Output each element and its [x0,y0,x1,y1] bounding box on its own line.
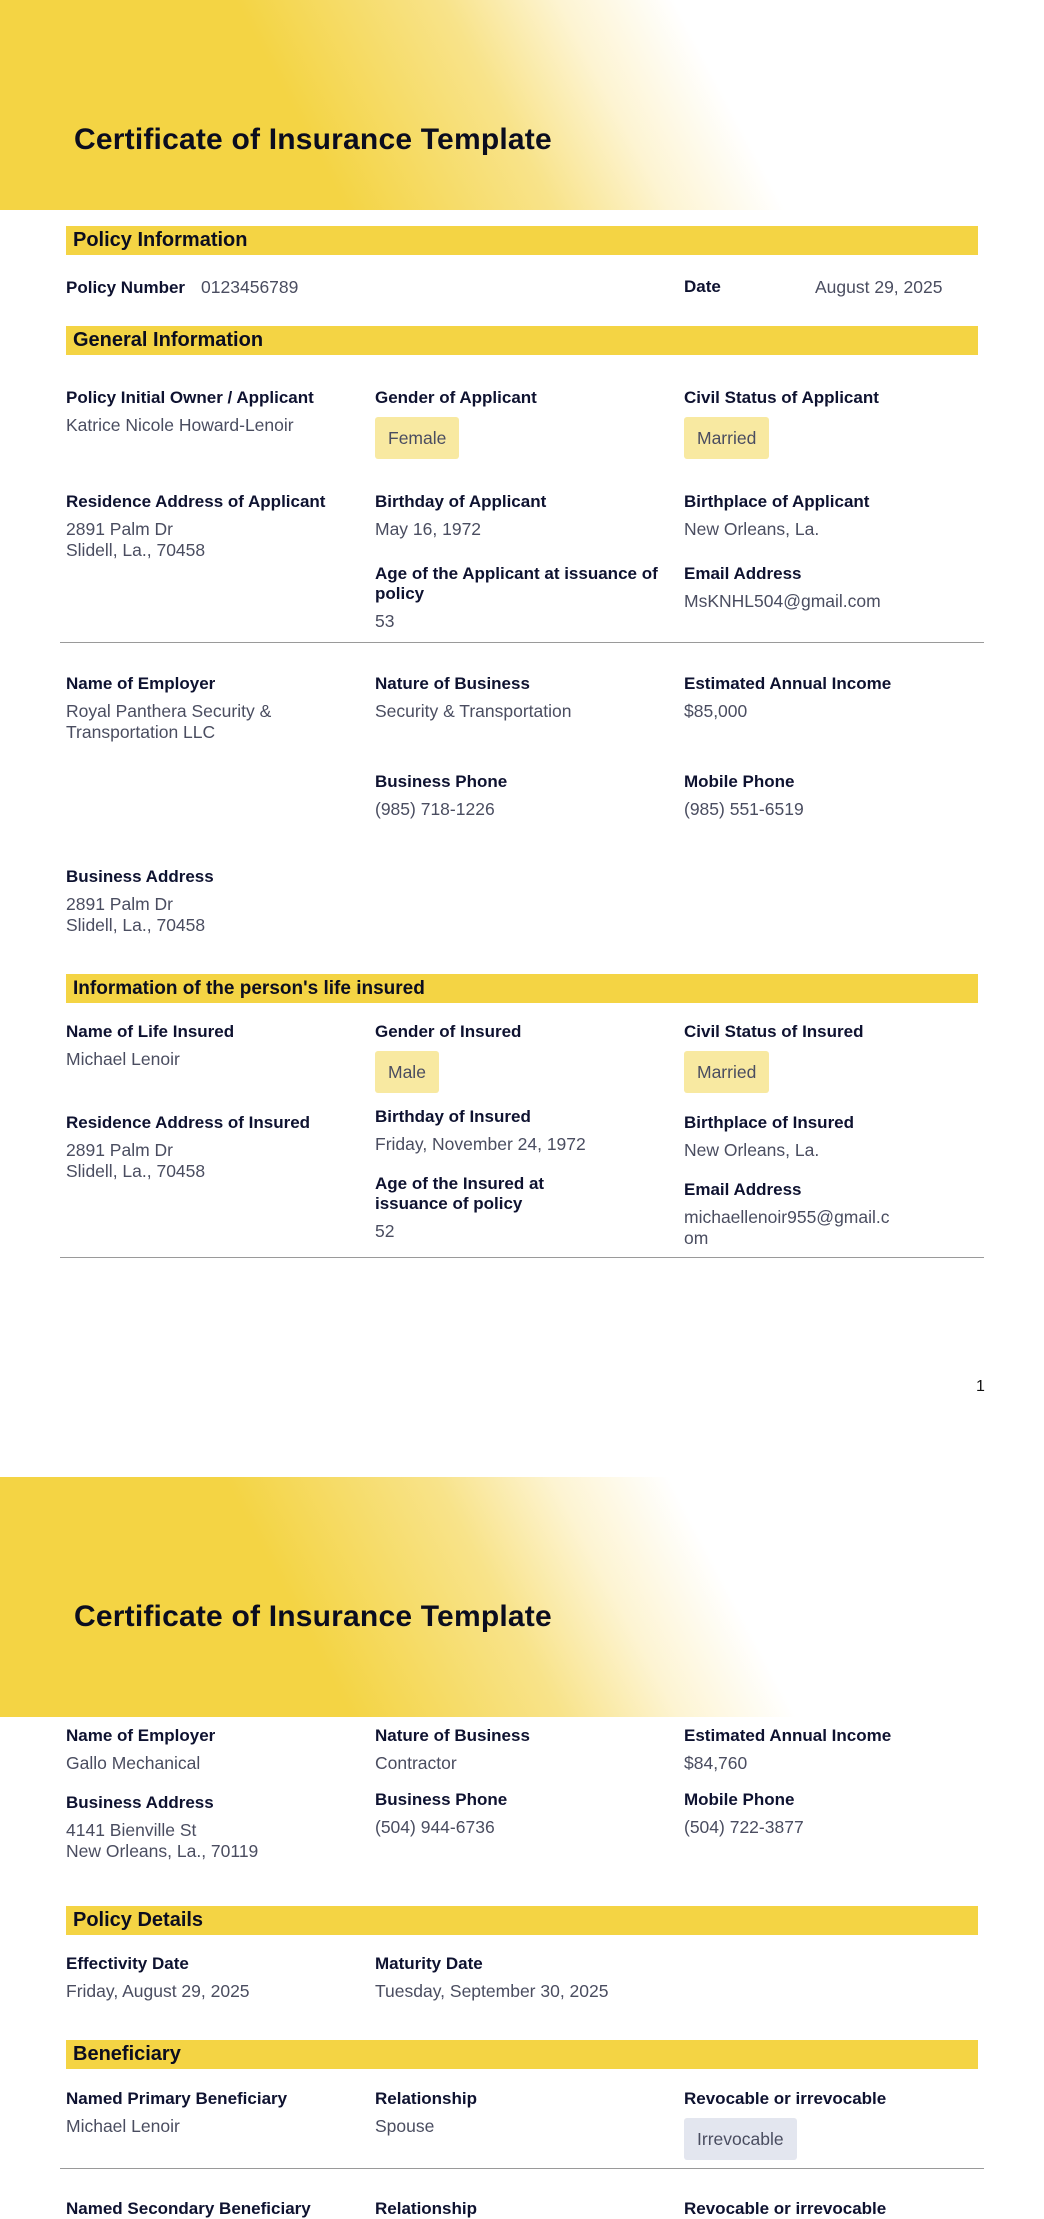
annual-income-label: Estimated Annual Income [684,674,892,693]
employer-label: Name of Employer [66,674,216,693]
business-phone-field [375,772,665,820]
effectivity-date-label: Effectivity Date [66,1954,189,1973]
applicant-birthplace-label: Birthplace of Applicant [684,492,870,511]
primary-beneficiary-label: Named Primary Beneficiary [66,2089,288,2108]
relationship-label: Relationship [375,2089,478,2108]
insured-email-label: Email Address [684,1180,802,1199]
insured-name-field [66,1022,356,1070]
insured-gender-chip: Male [375,1051,439,1093]
section-divider [60,1257,984,1258]
relationship-value: Spouse [375,2116,435,2136]
beneficiary-heading: Beneficiary [66,2040,978,2069]
applicant-birthplace-value: New Orleans, La. [684,519,820,539]
p2-business-phone-label: Business Phone [375,1790,508,1809]
applicant-email-value: MsKNHL504@gmail.com [684,591,881,611]
business-phone-label: Business Phone [375,772,508,791]
policy-date-value: August 29, 2025 [815,277,943,297]
applicant-birthday-label: Birthday of Applicant [375,492,547,511]
insured-civil-status-field [684,1022,974,1093]
secondary-relationship-field [375,2199,665,2219]
insured-birthplace-label: Birthplace of Insured [684,1113,855,1132]
employer-field [66,674,336,743]
p2-business-address-value: 4141 Bienville St New Orleans, La., 70119 [66,1820,259,1861]
p2-business-phone-value: (504) 944-6736 [375,1817,495,1837]
secondary-beneficiary-label: Named Secondary Beneficiary [66,2199,311,2218]
insured-name-label: Name of Life Insured [66,1022,235,1041]
primary-beneficiary-value: Michael Lenoir [66,2116,180,2136]
insured-email-field [684,1180,974,1249]
page2-document-title: Certificate of Insurance Template [74,1600,552,1633]
policy-number-value: 0123456789 [201,277,299,297]
insured-age-value: 52 [375,1221,395,1241]
p2-mobile-phone-field [684,1790,974,1838]
p2-annual-income-label: Estimated Annual Income [684,1726,892,1745]
policy-number-field [66,277,298,298]
page1-document-title: Certificate of Insurance Template [74,123,552,156]
policy-date-field [684,277,984,297]
insured-birthday-value: Friday, November 24, 1972 [375,1134,586,1154]
maturity-date-label: Maturity Date [375,1954,483,1973]
section-divider [60,2168,984,2169]
page2-header-banner [0,1477,1044,1717]
applicant-civil-status-field [684,388,974,459]
insured-email-value: michaellenoir955@gmail.c om [684,1207,890,1248]
applicant-email-field [684,564,974,612]
policy-details-heading: Policy Details [66,1906,978,1935]
effectivity-date-field [66,1954,356,2002]
p2-annual-income-value: $84,760 [684,1753,748,1773]
insured-gender-label: Gender of Insured [375,1022,522,1041]
effectivity-date-value: Friday, August 29, 2025 [66,1981,250,2001]
p2-mobile-phone-value: (504) 722-3877 [684,1817,804,1837]
annual-income-value: $85,000 [684,701,748,721]
p2-business-phone-field [375,1790,665,1838]
page-number: 1 [976,1378,985,1395]
p2-employer-value: Gallo Mechanical [66,1753,201,1773]
applicant-civil-status-chip: Married [684,417,769,459]
insured-age-field [375,1174,665,1242]
insured-birthday-field [375,1107,665,1155]
revocable-label: Revocable or irrevocable [684,2089,887,2108]
business-phone-value: (985) 718-1226 [375,799,495,819]
annual-income-field [684,674,974,722]
business-address-label: Business Address [66,867,214,886]
section-divider [60,642,984,643]
insured-gender-field [375,1022,665,1093]
p2-employer-field [66,1726,356,1774]
insured-birthday-label: Birthday of Insured [375,1107,531,1126]
applicant-birthday-value: May 16, 1972 [375,519,482,539]
applicant-civil-status-label: Civil Status of Applicant [684,388,879,407]
insured-residence-label: Residence Address of Insured [66,1113,311,1132]
mobile-phone-value: (985) 551-6519 [684,799,804,819]
policy-number-label: Policy Number [66,278,186,297]
p2-mobile-phone-label: Mobile Phone [684,1790,795,1809]
insured-civil-status-chip: Married [684,1051,769,1093]
p2-nature-of-business-label: Nature of Business [375,1726,530,1745]
applicant-gender-field [375,388,665,459]
secondary-beneficiary-field [66,2199,356,2219]
employer-value: Royal Panthera Security & Transportation LLC [66,701,272,742]
applicant-birthplace-field [684,492,974,540]
applicant-age-value: 53 [375,611,395,631]
nature-of-business-label: Nature of Business [375,674,530,693]
policy-information-heading: Policy Information [66,226,978,255]
mobile-phone-field [684,772,974,820]
applicant-email-label: Email Address [684,564,802,583]
p2-business-address-field [66,1793,356,1862]
nature-of-business-field [375,674,665,722]
nature-of-business-value: Security & Transportation [375,701,572,721]
insured-birthplace-value: New Orleans, La. [684,1140,820,1160]
p2-nature-of-business-value: Contractor [375,1753,457,1773]
insured-residence-value: 2891 Palm Dr Slidell, La., 70458 [66,1140,206,1181]
mobile-phone-label: Mobile Phone [684,772,795,791]
applicant-residence-label: Residence Address of Applicant [66,492,326,511]
applicant-gender-label: Gender of Applicant [375,388,537,407]
business-address-field [66,867,356,936]
insured-birthplace-field [684,1113,974,1161]
primary-beneficiary-field [66,2089,356,2137]
applicant-residence-field [66,492,356,561]
applicant-gender-chip: Female [375,417,459,459]
applicant-residence-value: 2891 Palm Dr Slidell, La., 70458 [66,519,206,560]
applicant-birthday-field [375,492,665,540]
relationship-field [375,2089,665,2137]
insured-name-value: Michael Lenoir [66,1049,180,1069]
secondary-relationship-label: Relationship [375,2199,478,2218]
maturity-date-value: Tuesday, September 30, 2025 [375,1981,609,2001]
owner-value: Katrice Nicole Howard-Lenoir [66,415,294,435]
policy-date-label: Date [684,277,721,296]
owner-label: Policy Initial Owner / Applicant [66,388,314,407]
p2-nature-of-business-field [375,1726,665,1774]
secondary-revocable-label: Revocable or irrevocable [684,2199,887,2218]
insured-civil-status-label: Civil Status of Insured [684,1022,864,1041]
business-address-value: 2891 Palm Dr Slidell, La., 70458 [66,894,206,935]
owner-field [66,388,356,436]
insured-residence-field [66,1113,356,1182]
applicant-age-field [375,564,675,632]
revocable-field [684,2089,974,2160]
general-information-heading: General Information [66,326,978,355]
maturity-date-field [375,1954,665,2002]
insured-age-label: Age of the Insured at issuance of policy [375,1174,545,1213]
secondary-revocable-field [684,2199,974,2219]
life-insured-heading: Information of the person's life insured [66,974,978,1003]
p2-employer-label: Name of Employer [66,1726,216,1745]
p2-annual-income-field [684,1726,974,1774]
page1-header-banner [0,0,1044,210]
applicant-age-label: Age of the Applicant at issuance of policy [375,564,658,603]
p2-business-address-label: Business Address [66,1793,214,1812]
revocable-chip: Irrevocable [684,2118,797,2160]
